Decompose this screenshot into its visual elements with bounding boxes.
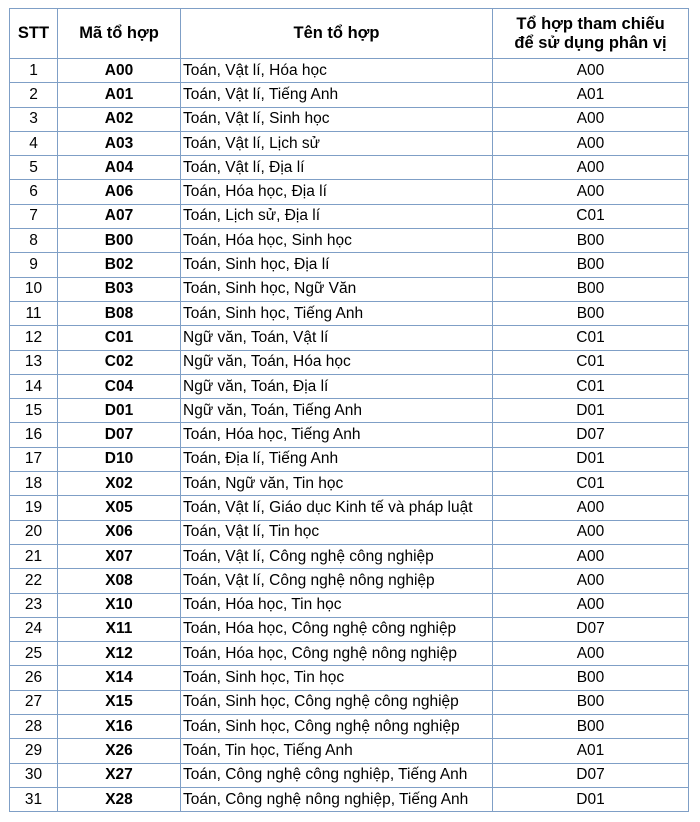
row-ref: D07 [493, 423, 689, 447]
row-stt: 2 [10, 83, 58, 107]
row-name: Toán, Sinh học, Công nghệ nông nghiệp [181, 715, 493, 739]
row-stt: 11 [10, 301, 58, 325]
row-ref: A00 [493, 180, 689, 204]
row-code: C01 [58, 326, 181, 350]
row-name: Toán, Vật lí, Lịch sử [181, 131, 493, 155]
row-stt: 19 [10, 496, 58, 520]
table-row [10, 83, 689, 107]
row-code: X08 [58, 569, 181, 593]
row-code: X14 [58, 666, 181, 690]
table-row [10, 277, 689, 301]
table-body [10, 59, 689, 812]
row-ref: A01 [493, 83, 689, 107]
row-name: Ngữ văn, Toán, Địa lí [181, 374, 493, 398]
row-stt: 26 [10, 666, 58, 690]
table-row [10, 472, 689, 496]
row-name: Ngữ văn, Toán, Vật lí [181, 326, 493, 350]
table-row [10, 569, 689, 593]
row-code: X10 [58, 593, 181, 617]
row-name: Ngữ văn, Toán, Hóa học [181, 350, 493, 374]
row-stt: 16 [10, 423, 58, 447]
row-ref: A00 [493, 131, 689, 155]
row-stt: 23 [10, 593, 58, 617]
row-name: Toán, Sinh học, Ngữ Văn [181, 277, 493, 301]
row-name: Toán, Vật lí, Tin học [181, 520, 493, 544]
row-name: Toán, Công nghệ công nghiệp, Tiếng Anh [181, 763, 493, 787]
row-ref: A00 [493, 156, 689, 180]
row-ref: A00 [493, 107, 689, 131]
table-row [10, 593, 689, 617]
row-stt: 12 [10, 326, 58, 350]
row-stt: 18 [10, 472, 58, 496]
row-name: Toán, Vật lí, Tiếng Anh [181, 83, 493, 107]
row-stt: 4 [10, 131, 58, 155]
row-stt: 3 [10, 107, 58, 131]
row-name: Toán, Sinh học, Tin học [181, 666, 493, 690]
row-ref: C01 [493, 204, 689, 228]
row-ref: D01 [493, 447, 689, 471]
row-ref: D07 [493, 763, 689, 787]
row-code: X07 [58, 544, 181, 568]
row-code: X12 [58, 642, 181, 666]
header-ref [493, 9, 689, 59]
row-code: X11 [58, 617, 181, 641]
row-stt: 13 [10, 350, 58, 374]
row-name: Toán, Sinh học, Công nghệ công nghiệp [181, 690, 493, 714]
table-row [10, 131, 689, 155]
table-row [10, 447, 689, 471]
row-stt: 7 [10, 204, 58, 228]
row-ref: A00 [493, 569, 689, 593]
table-row [10, 374, 689, 398]
table-row [10, 229, 689, 253]
row-stt: 31 [10, 787, 58, 811]
row-code: B02 [58, 253, 181, 277]
row-stt: 1 [10, 59, 58, 83]
row-code: B03 [58, 277, 181, 301]
row-code: X05 [58, 496, 181, 520]
row-code: X15 [58, 690, 181, 714]
row-ref: B00 [493, 253, 689, 277]
table-row [10, 156, 689, 180]
row-stt: 21 [10, 544, 58, 568]
row-ref: A01 [493, 739, 689, 763]
row-name: Toán, Hóa học, Công nghệ công nghiệp [181, 617, 493, 641]
row-name: Toán, Sinh học, Tiếng Anh [181, 301, 493, 325]
row-code: D10 [58, 447, 181, 471]
row-stt: 24 [10, 617, 58, 641]
row-stt: 22 [10, 569, 58, 593]
row-code: B08 [58, 301, 181, 325]
table-row [10, 350, 689, 374]
table-row [10, 690, 689, 714]
row-stt: 29 [10, 739, 58, 763]
row-ref: A00 [493, 496, 689, 520]
row-code: C02 [58, 350, 181, 374]
header-code: Mã tổ hợp [58, 9, 181, 59]
row-code: D01 [58, 399, 181, 423]
table-row [10, 787, 689, 811]
row-name: Toán, Lịch sử, Địa lí [181, 204, 493, 228]
row-name: Toán, Hóa học, Sinh học [181, 229, 493, 253]
row-stt: 14 [10, 374, 58, 398]
table-row [10, 617, 689, 641]
table-row [10, 204, 689, 228]
row-stt: 8 [10, 229, 58, 253]
row-ref: A00 [493, 520, 689, 544]
row-name: Toán, Hóa học, Tiếng Anh [181, 423, 493, 447]
row-code: A06 [58, 180, 181, 204]
row-name: Toán, Tin học, Tiếng Anh [181, 739, 493, 763]
table-row [10, 253, 689, 277]
row-name: Toán, Vật lí, Giáo dục Kinh tế và pháp luật [181, 496, 493, 520]
table-row [10, 326, 689, 350]
row-ref: B00 [493, 277, 689, 301]
row-ref: B00 [493, 690, 689, 714]
row-stt: 25 [10, 642, 58, 666]
row-code: A01 [58, 83, 181, 107]
row-name: Toán, Ngữ văn, Tin học [181, 472, 493, 496]
row-ref: D01 [493, 399, 689, 423]
row-name: Toán, Vật lí, Sinh học [181, 107, 493, 131]
table-row [10, 739, 689, 763]
row-ref: B00 [493, 301, 689, 325]
row-stt: 9 [10, 253, 58, 277]
row-code: X06 [58, 520, 181, 544]
table-row [10, 763, 689, 787]
table-row [10, 544, 689, 568]
row-code: X16 [58, 715, 181, 739]
row-name: Toán, Vật lí, Địa lí [181, 156, 493, 180]
row-code: A04 [58, 156, 181, 180]
row-code: A02 [58, 107, 181, 131]
row-ref: C01 [493, 350, 689, 374]
table-row [10, 107, 689, 131]
table-row [10, 180, 689, 204]
row-stt: 10 [10, 277, 58, 301]
row-ref: C01 [493, 472, 689, 496]
row-ref: A00 [493, 59, 689, 83]
row-code: A00 [58, 59, 181, 83]
row-code: B00 [58, 229, 181, 253]
row-code: D07 [58, 423, 181, 447]
row-ref: D07 [493, 617, 689, 641]
table-row [10, 59, 689, 83]
header-row [10, 9, 689, 59]
row-name: Toán, Hóa học, Tin học [181, 593, 493, 617]
table-row [10, 301, 689, 325]
header-stt: STT [10, 9, 58, 59]
row-stt: 28 [10, 715, 58, 739]
row-stt: 20 [10, 520, 58, 544]
row-ref: B00 [493, 715, 689, 739]
table-row [10, 642, 689, 666]
table-row [10, 666, 689, 690]
row-ref: C01 [493, 326, 689, 350]
row-stt: 30 [10, 763, 58, 787]
table-row [10, 715, 689, 739]
row-code: A07 [58, 204, 181, 228]
subject-combination-table [9, 8, 689, 812]
row-ref: A00 [493, 642, 689, 666]
row-code: X26 [58, 739, 181, 763]
row-stt: 15 [10, 399, 58, 423]
table-row [10, 496, 689, 520]
row-ref: A00 [493, 544, 689, 568]
row-name: Toán, Công nghệ nông nghiệp, Tiếng Anh [181, 787, 493, 811]
row-name: Toán, Hóa học, Công nghệ nông nghiệp [181, 642, 493, 666]
table-row [10, 520, 689, 544]
row-name: Ngữ văn, Toán, Tiếng Anh [181, 399, 493, 423]
row-code: A03 [58, 131, 181, 155]
table-row [10, 423, 689, 447]
row-code: X28 [58, 787, 181, 811]
row-code: X27 [58, 763, 181, 787]
row-name: Toán, Hóa học, Địa lí [181, 180, 493, 204]
row-code: C04 [58, 374, 181, 398]
row-ref: D01 [493, 787, 689, 811]
row-ref: C01 [493, 374, 689, 398]
row-code: X02 [58, 472, 181, 496]
row-stt: 5 [10, 156, 58, 180]
row-stt: 17 [10, 447, 58, 471]
row-name: Toán, Sinh học, Địa lí [181, 253, 493, 277]
row-name: Toán, Vật lí, Công nghệ công nghiệp [181, 544, 493, 568]
row-stt: 6 [10, 180, 58, 204]
row-ref: B00 [493, 666, 689, 690]
header-ref-line1: Tổ hợp tham chiếu [516, 14, 665, 33]
row-stt: 27 [10, 690, 58, 714]
row-ref: B00 [493, 229, 689, 253]
row-name: Toán, Địa lí, Tiếng Anh [181, 447, 493, 471]
row-name: Toán, Vật lí, Hóa học [181, 59, 493, 83]
row-ref: A00 [493, 593, 689, 617]
table-row [10, 399, 689, 423]
row-name: Toán, Vật lí, Công nghệ nông nghiệp [181, 569, 493, 593]
header-ref-line2: để sử dụng phân vị [514, 33, 667, 52]
header-name: Tên tổ hợp [181, 9, 493, 59]
